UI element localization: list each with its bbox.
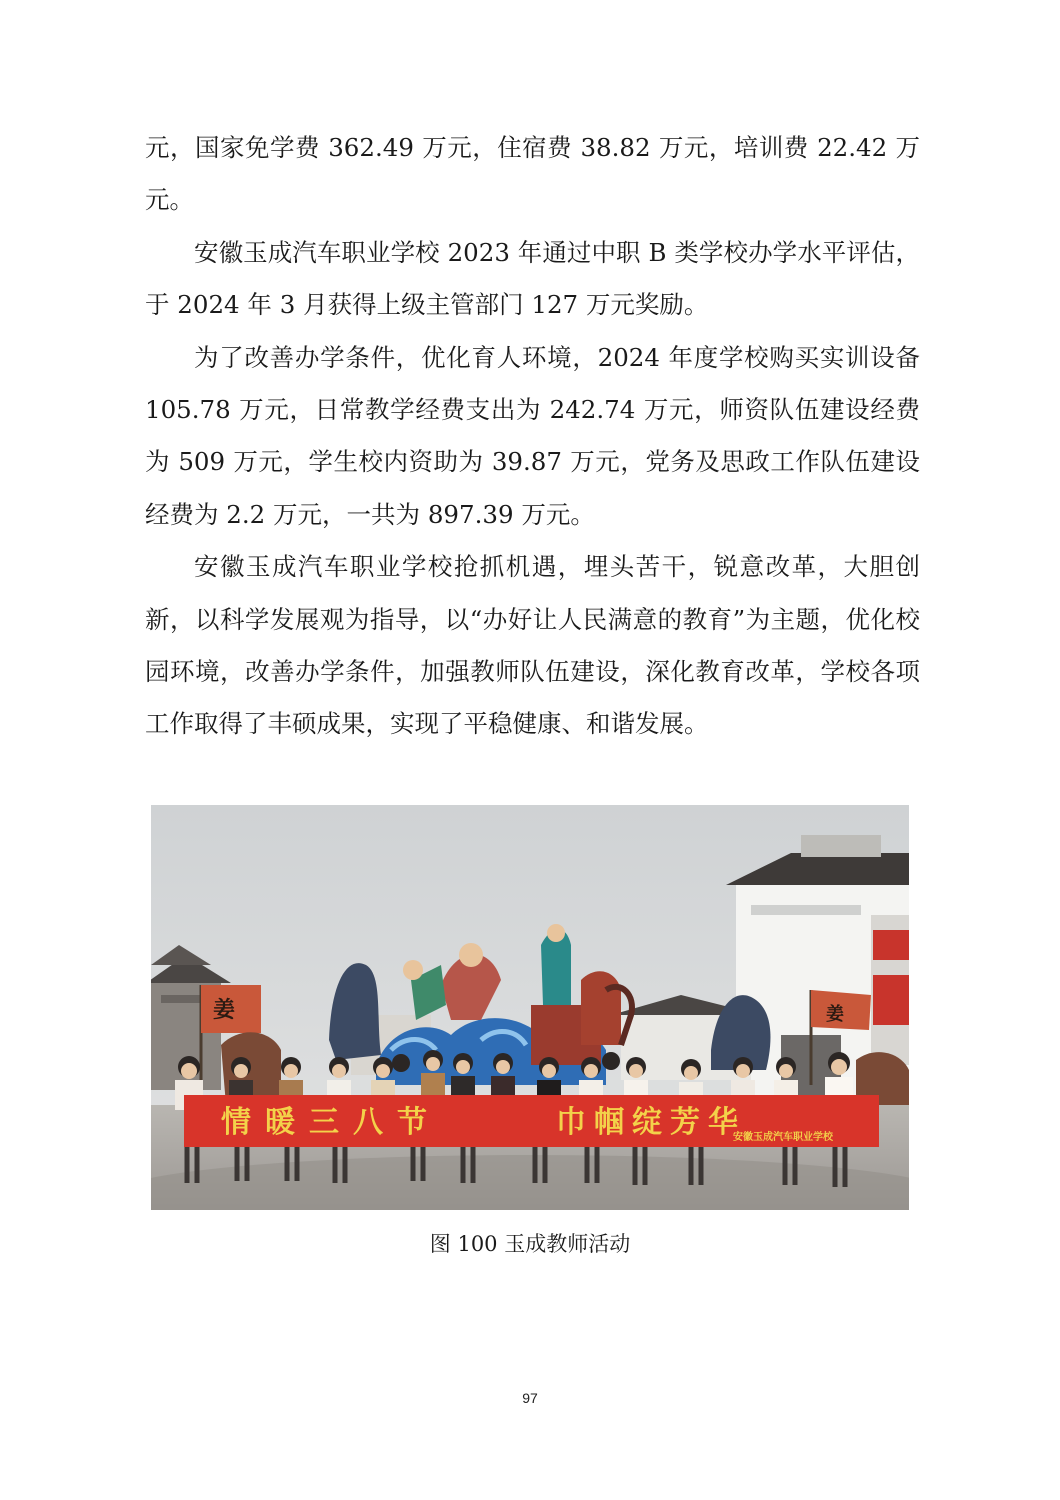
right-flag-text: 姜 <box>826 1004 844 1025</box>
body-text <box>145 122 920 751</box>
figure-caption: 图 100 玉成教师活动 <box>429 1232 631 1256</box>
group-photo <box>151 805 909 1210</box>
paragraph-2: 安徽玉成汽车职业学校 2023 年通过中职 B 类学校办学水平评估，于 2024 年 3 月获得上级主管部门 127 万元奖励。 <box>145 237 920 320</box>
banner-school-name: 安徽玉成汽车职业学校 <box>733 1132 833 1143</box>
banner-slogan-right: 巾帼绽芳华 <box>556 1105 746 1140</box>
paragraph-4: 安徽玉成汽车职业学校抢抓机遇，埋头苦干，锐意改革，大胆创新，以科学发展观为指导，以“办好让人民满意的教育”为主题，优化校园环境，改善办学条件，加强教师队伍建设，深化教育改革，学校各项工作取得了丰硕成果，实现了平稳健康、和谐发展。 <box>145 552 920 739</box>
banner-slogan-left: 情暖三八节 <box>221 1105 441 1140</box>
left-flag-text: 姜 <box>213 998 236 1023</box>
red-banner <box>184 1095 879 1147</box>
paragraph-3: 为了改善办学条件，优化育人环境，2024 年度学校购买实训设备 105.78 万元，日常教学经费支出为 242.74 万元，师资队伍建设经费为 509 万元，学生校内资助为 39.87 万元，党务及思政工作队伍建设经费为 2.2 万元，一共为 897.39 万元。 <box>145 342 920 529</box>
page-number: 97 <box>522 1390 538 1406</box>
paragraph-1: 元，国家免学费 362.49 万元，住宿费 38.82 万元，培训费 22.42 万元。 <box>145 133 920 215</box>
